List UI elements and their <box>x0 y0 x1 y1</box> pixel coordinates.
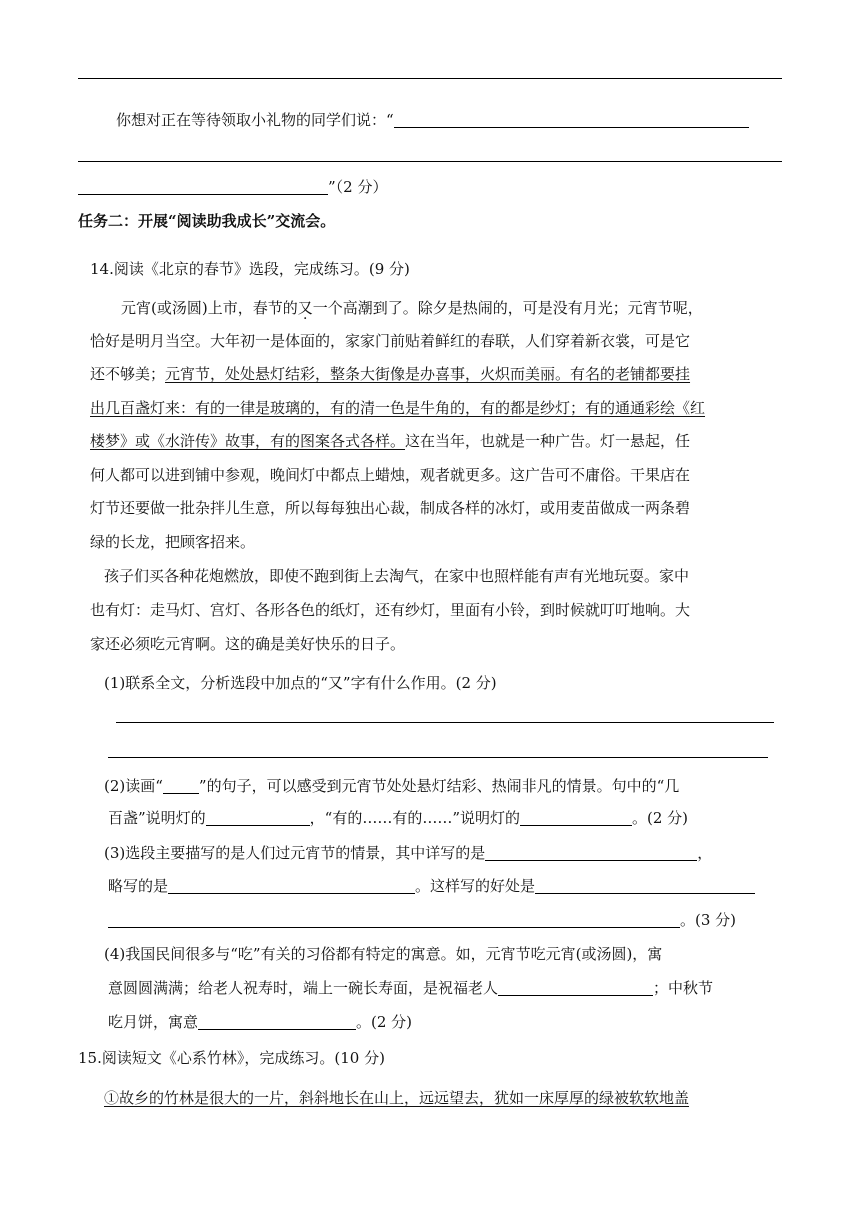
answer-blank[interactable] <box>535 877 755 894</box>
passage-text: 元宵(或汤圆)上市，春节的 <box>121 299 298 317</box>
task-two-heading: 任务二：开展“阅读助我成长”交流会。 <box>78 212 336 230</box>
passage-line-8: 绿的长龙，把顾客招来。 <box>90 533 256 551</box>
question-text: 百盏”说明灯的 <box>108 809 206 827</box>
message-prompt: 你想对正在等待领取小礼物的同学们说：“ <box>116 111 394 129</box>
quote-close: ”（2 分） <box>328 178 388 196</box>
passage-line-9: 孩子们买各种花炮燃放，即使不跑到街上去淘气，在家中也照样能有声有光地玩耍。家中 <box>104 567 690 585</box>
question-text: ，“有的……有的……”说明灯的 <box>309 809 521 827</box>
question-text: (3)选段主要描写的是人们过元宵节的情景，其中详写的是 <box>104 844 486 862</box>
passage-text: 一个高潮到了。除夕是热闹的，可是没有月光；元宵节呢， <box>312 299 703 317</box>
underlined-sentence: 楼梦》或《水浒传》故事，有的图案各式各样。 <box>90 432 406 450</box>
answer-blank[interactable] <box>206 809 310 826</box>
question-text: ；中秋节 <box>653 979 714 997</box>
question-14-3-line-2 <box>108 876 755 896</box>
question-14-4-line-2 <box>108 978 713 998</box>
answer-line[interactable] <box>108 757 768 758</box>
question-text: ， <box>697 844 713 862</box>
question-text: (4)我国民间很多与“吃”有关的习俗都有特定的寓意。如，元宵节吃元宵(或汤圆)，寓 <box>104 945 663 963</box>
question-text: 。(2 分) <box>632 809 689 827</box>
dotted-character: 又 <box>297 299 313 317</box>
question-text: 。(2 分) <box>356 1013 413 1031</box>
message-end-line <box>78 177 387 197</box>
answer-blank[interactable] <box>198 1013 356 1030</box>
question-14-2-line-2 <box>108 808 688 828</box>
passage-line-11: 家还必须吃元宵啊。这的确是美好快乐的日子。 <box>90 635 406 653</box>
passage-text: 还不够美； <box>90 365 166 383</box>
answer-blank[interactable] <box>394 111 749 128</box>
top-rule <box>78 78 782 79</box>
passage-line-3 <box>90 364 690 384</box>
answer-blank[interactable] <box>520 809 632 826</box>
question-14-3-line-1 <box>104 843 712 863</box>
question-text: 。这样写的好处是 <box>415 877 536 895</box>
passage-line-2: 恰好是明月当空。大年初一是体面的，家家门前贴着鲜红的春联，人们穿着新衣裳，可是它 <box>90 332 691 350</box>
question-15-passage-line-1: ①故乡的竹林是很大的一片，斜斜地长在山上，远远望去，犹如一床厚厚的绿被软软地盖 <box>104 1089 690 1107</box>
passage-line-6: 何人都可以进到铺中参观，晚间灯中都点上蜡烛，观者就更多。这广告可不庸俗。干果店在 <box>90 466 691 484</box>
question-text: ”的句子，可以感受到元宵节处处悬灯结彩、热闹非凡的情景。句中的“几 <box>198 777 680 795</box>
answer-blank[interactable] <box>108 911 680 928</box>
answer-blank[interactable] <box>485 844 697 861</box>
passage-line-10: 也有灯：走马灯、宫灯、各形各色的纸灯，还有纱灯，里面有小铃，到时候就叮叮地响。大 <box>90 601 691 619</box>
answer-line[interactable] <box>78 161 782 162</box>
passage-line-4: 出几百盏灯来：有的一律是玻璃的，有的清一色是牛角的，有的都是纱灯；有的通通彩绘《红 <box>90 399 706 417</box>
question-14-title: 14.阅读《北京的春节》选段，完成练习。(9 分) <box>90 260 410 278</box>
question-14-4-line-1 <box>104 944 662 964</box>
passage-line-5 <box>90 431 690 451</box>
message-prompt-line <box>116 110 749 130</box>
passage-text: 这在当年，也就是一种广告。灯一悬起，任 <box>405 432 691 450</box>
question-14-2-line-1 <box>104 776 679 796</box>
question-text: 略写的是 <box>108 877 169 895</box>
question-14-3-line-3 <box>108 910 736 930</box>
question-text: 吃月饼，寓意 <box>108 1013 199 1031</box>
question-15-title: 15.阅读短文《心系竹林》，完成练习。(10 分) <box>78 1049 385 1067</box>
question-text: (2)读画“ <box>104 777 163 795</box>
passage-line-1 <box>121 298 703 318</box>
answer-line[interactable] <box>116 722 774 723</box>
question-text: 。(3 分) <box>680 911 737 929</box>
underlined-sentence: 元宵节，处处悬灯结彩，整条大街像是办喜事，火炽而美丽。有名的老铺都要挂 <box>165 365 691 383</box>
answer-blank[interactable] <box>498 979 653 996</box>
question-14-4-line-3 <box>108 1012 412 1032</box>
answer-blank[interactable] <box>78 178 328 195</box>
answer-blank[interactable] <box>163 777 199 794</box>
passage-line-7: 灯节还要做一批杂拌儿生意，所以每每独出心裁，制成各样的冰灯，或用麦苗做成一两条碧 <box>90 499 691 517</box>
question-text: 意圆圆满满；给老人祝寿时，端上一碗长寿面，是祝福老人 <box>108 979 499 997</box>
answer-blank[interactable] <box>168 877 415 894</box>
question-14-1: (1)联系全文，分析选段中加点的“又”字有什么作用。(2 分) <box>104 674 497 692</box>
